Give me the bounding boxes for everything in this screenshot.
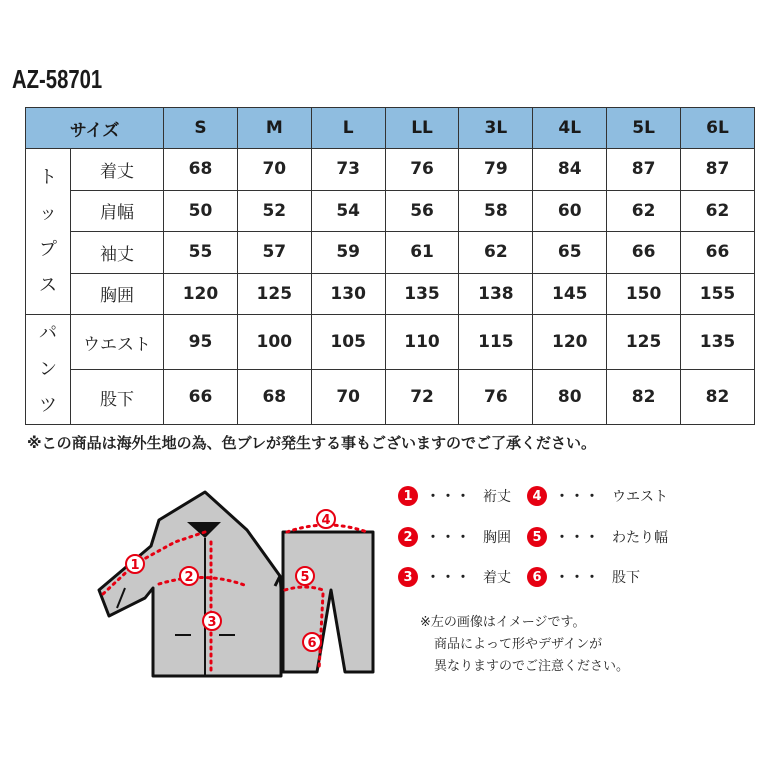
cell: 59: [311, 232, 385, 274]
table-row: [26, 273, 755, 315]
cell: 60: [533, 190, 607, 232]
cell: 70: [237, 149, 311, 191]
cell: 66: [164, 370, 238, 425]
group-char: ン: [39, 358, 57, 380]
legend-number: 4: [527, 486, 547, 506]
image-disclaimer: [420, 612, 629, 678]
legend-number: 5: [527, 527, 547, 547]
cell: 55: [164, 232, 238, 274]
cell: 73: [311, 149, 385, 191]
table-row: [26, 232, 755, 274]
size-col-header: LL: [385, 108, 459, 149]
size-col-header: 6L: [681, 108, 755, 149]
cell: 138: [459, 273, 533, 315]
legend-dots: ・・・: [555, 570, 600, 586]
legend-item: [527, 567, 640, 587]
cell: 61: [385, 232, 459, 274]
cell: 125: [607, 315, 681, 370]
tops-group-label: [26, 149, 71, 315]
legend-dots: ・・・: [555, 489, 600, 505]
table-row: [26, 370, 755, 425]
cell: 76: [385, 149, 459, 191]
measure-marker-3: [203, 612, 221, 630]
cell: 62: [681, 190, 755, 232]
legend-dots: ・・・: [426, 530, 471, 546]
cell: 95: [164, 315, 238, 370]
legend-number: 2: [398, 527, 418, 547]
group-char: ス: [39, 274, 57, 296]
legend-label: 着丈: [483, 570, 511, 586]
cell: 65: [533, 232, 607, 274]
legend-item: [398, 486, 511, 506]
table-row: [26, 190, 755, 232]
size-header-row: [26, 108, 755, 149]
disclaimer-line: ※左の画像はイメージです。: [420, 615, 586, 630]
cell: 68: [237, 370, 311, 425]
cell: 120: [164, 273, 238, 315]
legend-number: 6: [527, 567, 547, 587]
cell: 79: [459, 149, 533, 191]
cell: 82: [607, 370, 681, 425]
legend-dots: ・・・: [426, 489, 471, 505]
cell: 57: [237, 232, 311, 274]
cell: 54: [311, 190, 385, 232]
measure-marker-4: [317, 510, 335, 528]
svg-text:4: 4: [321, 513, 331, 528]
svg-text:1: 1: [130, 558, 140, 573]
cell: 115: [459, 315, 533, 370]
size-col-header: 3L: [459, 108, 533, 149]
cell: 125: [237, 273, 311, 315]
legend-item: [398, 567, 511, 587]
svg-text:3: 3: [207, 615, 217, 630]
group-char: ト: [39, 166, 57, 188]
legend-dots: ・・・: [426, 570, 471, 586]
disclaimer-line: 商品によって形やデザインが: [434, 637, 603, 652]
cell: 82: [681, 370, 755, 425]
size-header-label: サイズ: [26, 108, 164, 149]
pants-illustration: [283, 525, 373, 672]
color-variation-note: ※この商品は海外生地の為、色ブレが発生する事もございますのでご了承ください。: [27, 434, 596, 452]
model-number: AZ-58701: [12, 64, 103, 94]
cell: 87: [607, 149, 681, 191]
garment-diagram: [95, 480, 395, 690]
legend-item: [527, 527, 668, 547]
cell: 56: [385, 190, 459, 232]
table-row: [26, 149, 755, 191]
row-label: 袖丈: [71, 232, 164, 274]
legend-number: 3: [398, 567, 418, 587]
cell: 150: [607, 273, 681, 315]
cell: 110: [385, 315, 459, 370]
measure-marker-2: [180, 567, 198, 585]
cell: 52: [237, 190, 311, 232]
disclaimer-line: 異なりますのでご注意ください。: [434, 659, 630, 674]
size-table: [25, 107, 755, 425]
cell: 72: [385, 370, 459, 425]
group-char: パ: [39, 322, 57, 344]
cell: 145: [533, 273, 607, 315]
cell: 62: [607, 190, 681, 232]
row-label: 肩幅: [71, 190, 164, 232]
cell: 87: [681, 149, 755, 191]
legend-label: 裄丈: [483, 489, 511, 505]
size-col-header: L: [311, 108, 385, 149]
cell: 80: [533, 370, 607, 425]
cell: 58: [459, 190, 533, 232]
size-col-header: S: [164, 108, 238, 149]
group-char: プ: [39, 238, 57, 260]
row-label: 股下: [71, 370, 164, 425]
size-col-header: 4L: [533, 108, 607, 149]
cell: 70: [311, 370, 385, 425]
row-label: 胸囲: [71, 273, 164, 315]
cell: 66: [607, 232, 681, 274]
cell: 68: [164, 149, 238, 191]
cell: 105: [311, 315, 385, 370]
size-col-header: M: [237, 108, 311, 149]
legend-label: わたり幅: [612, 530, 668, 546]
cell: 66: [681, 232, 755, 274]
cell: 130: [311, 273, 385, 315]
table-row: [26, 315, 755, 370]
size-col-header: 5L: [607, 108, 681, 149]
cell: 62: [459, 232, 533, 274]
cell: 50: [164, 190, 238, 232]
group-char: ッ: [39, 202, 57, 224]
svg-text:5: 5: [300, 570, 310, 585]
measure-marker-1: [126, 555, 144, 573]
cell: 76: [459, 370, 533, 425]
legend-item: [527, 486, 668, 506]
cell: 155: [681, 273, 755, 315]
legend-label: ウエスト: [612, 489, 668, 505]
cell: 135: [385, 273, 459, 315]
svg-text:2: 2: [184, 570, 194, 585]
row-label: 着丈: [71, 149, 164, 191]
measure-marker-6: [303, 633, 321, 651]
measure-marker-5: [296, 567, 314, 585]
cell: 135: [681, 315, 755, 370]
cell: 100: [237, 315, 311, 370]
svg-text:6: 6: [307, 636, 317, 651]
group-char: ツ: [39, 394, 57, 416]
legend-item: [398, 527, 511, 547]
cell: 84: [533, 149, 607, 191]
row-label: ウエスト: [71, 315, 164, 370]
legend-dots: ・・・: [555, 530, 600, 546]
legend-label: 胸囲: [483, 530, 511, 546]
pants-group-label: [26, 315, 71, 425]
cell: 120: [533, 315, 607, 370]
legend-number: 1: [398, 486, 418, 506]
legend-label: 股下: [612, 570, 640, 586]
